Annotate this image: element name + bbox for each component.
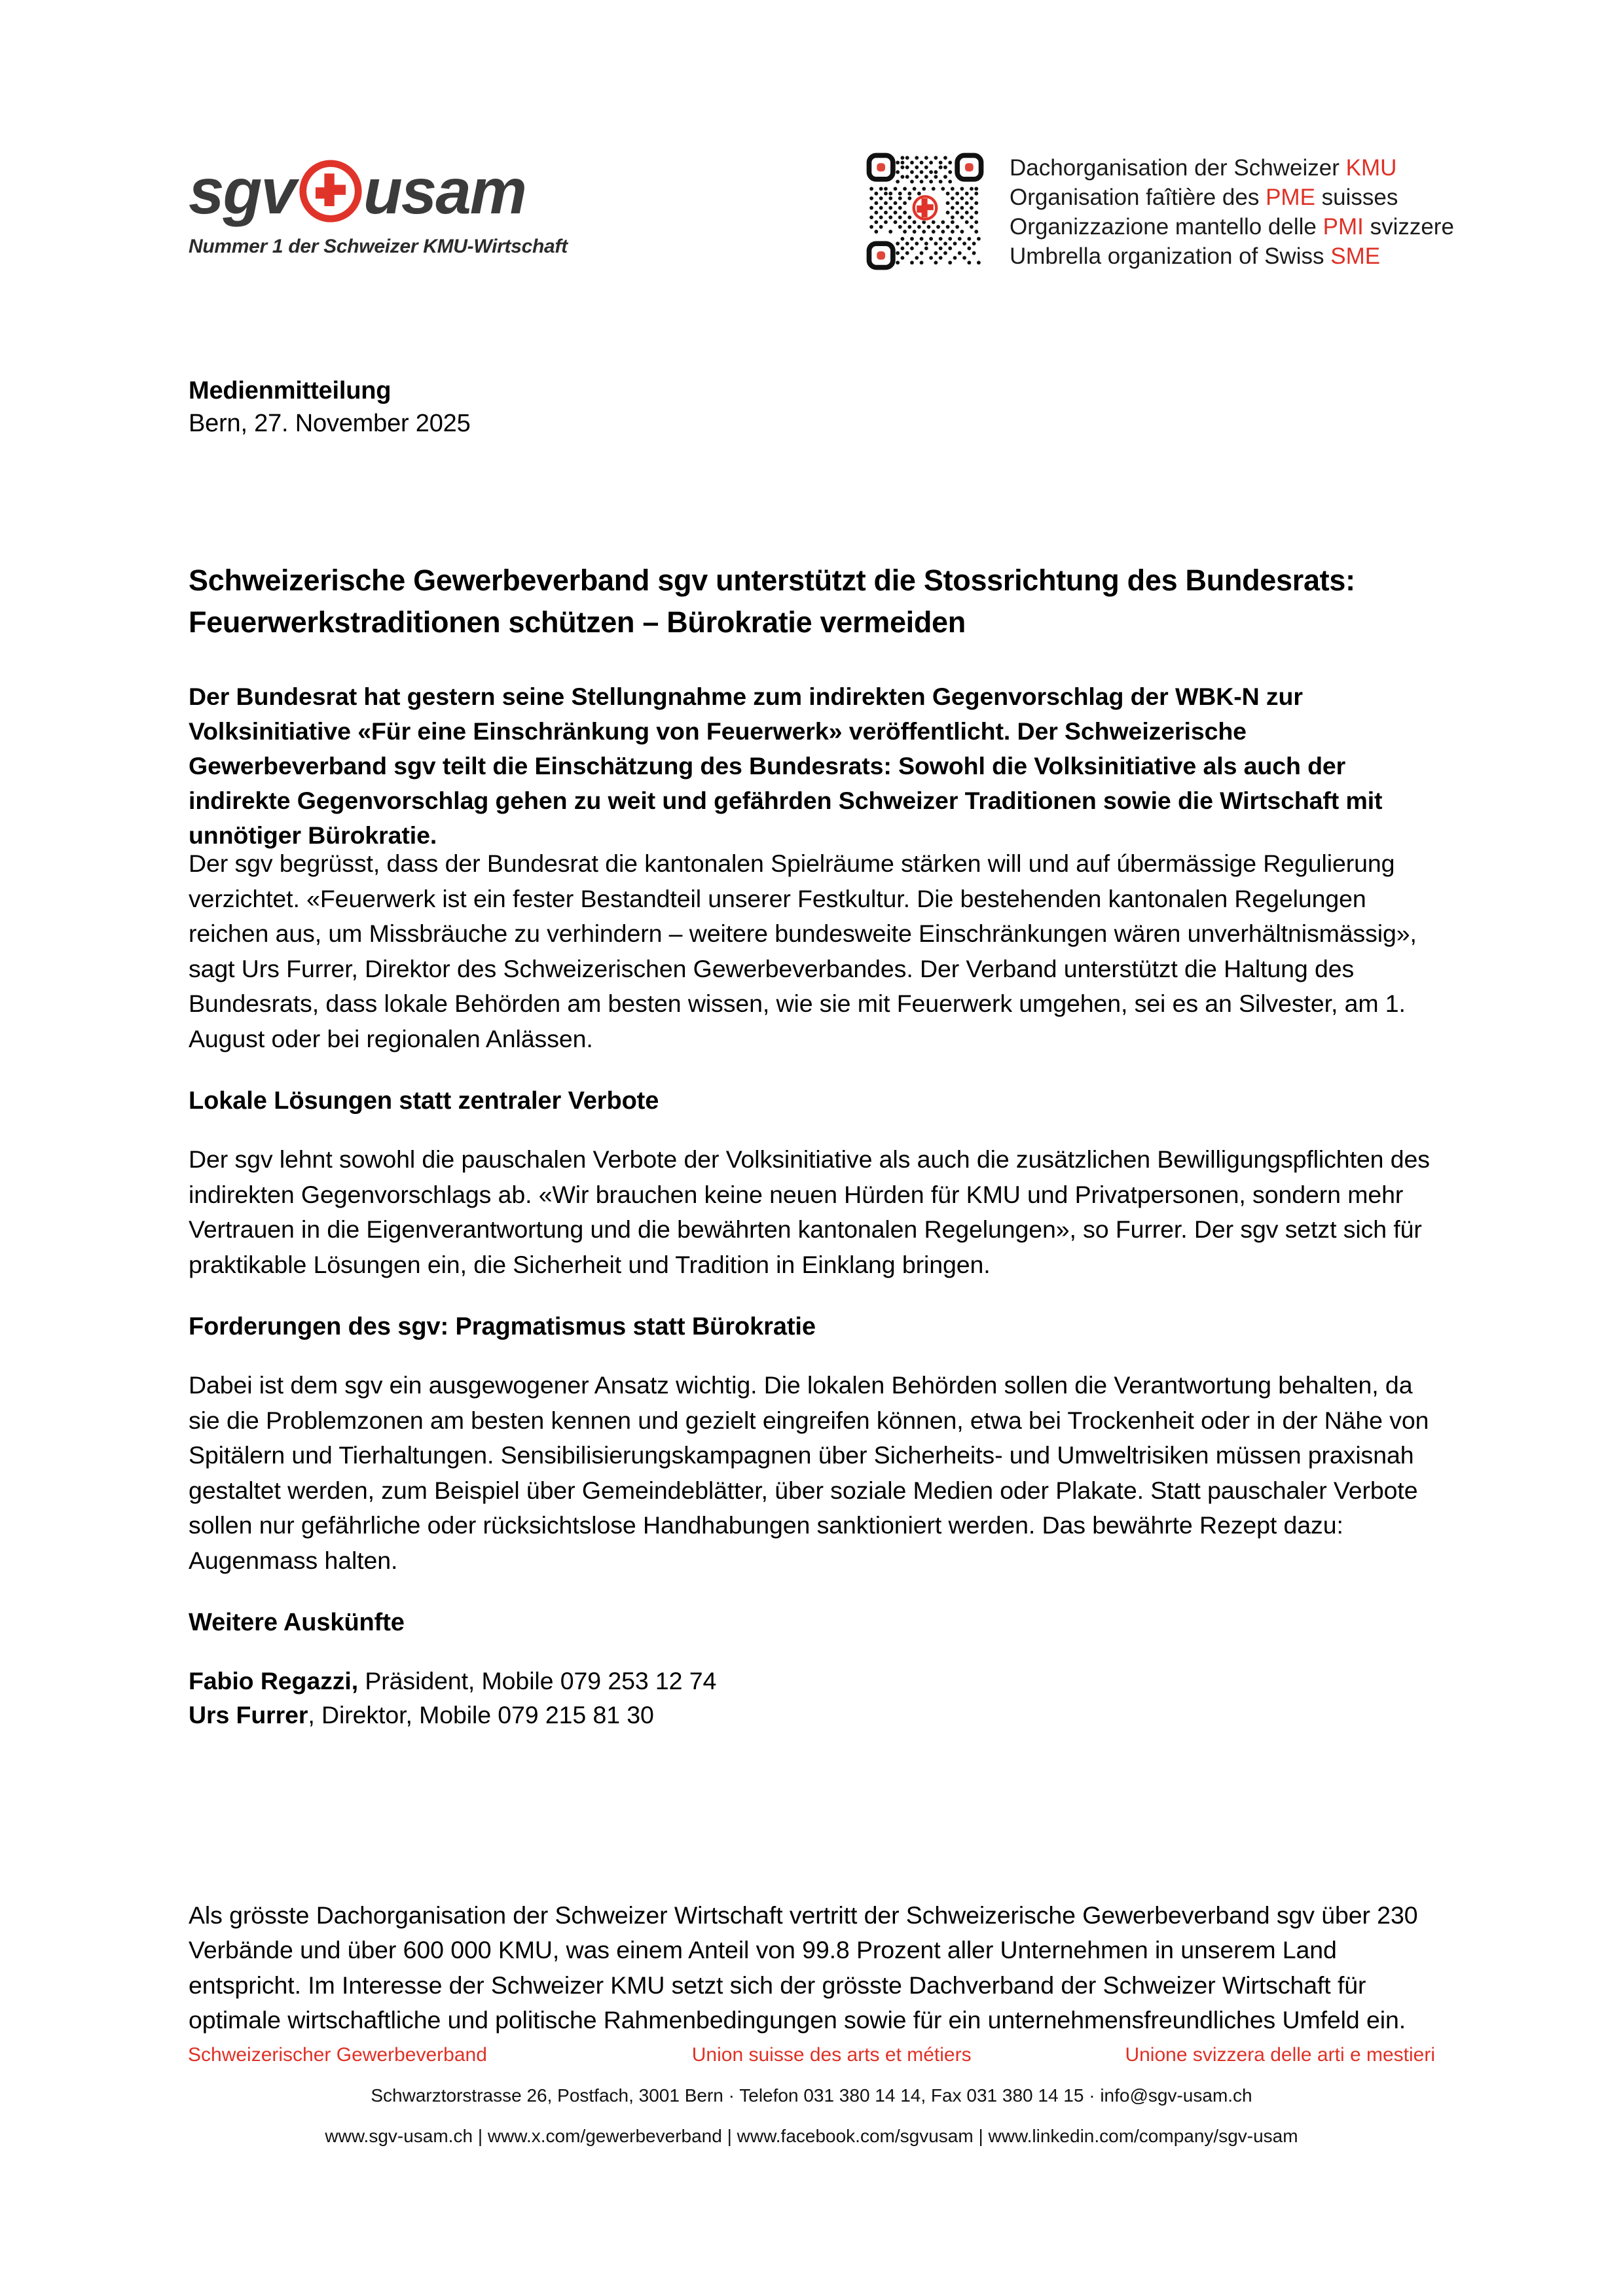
footer-name-de: Schweizerischer Gewerbeverband: [188, 2044, 487, 2066]
footer-address: Schwarztorstrasse 26, Postfach, 3001 Bern · Telefon 031 380 14 14, Fax 031 380 14 15 · info@sgv-usam.ch: [371, 2085, 1252, 2106]
claim-fr-accent: PME: [1266, 185, 1315, 210]
logo-text-sgv: sgv: [189, 155, 295, 227]
claim-line-fr: [1010, 183, 1454, 212]
logo-wordmark: [189, 156, 594, 226]
claim-it-pre: Organizzazione mantello delle: [1010, 214, 1323, 240]
contact-1-name: Fabio Regazzi,: [189, 1667, 359, 1695]
sgv-swiss-cross-icon: [299, 160, 362, 223]
paragraph-2: Der sgv lehnt sowohl die pauschalen Verbote der Volksinitiative als auch die zusätzlichen Bewilligungspflichten des indirekten Gegenvorschlags ab. «Wir brauchen keine neuen Hürden für KMU und Privatpersonen, sondern mehr Vertrauen in die Eigenverantwortung und die bewährten kantonalen Regelungen», so Furrer. Der sgv setzt sich für praktikable Lösungen ein, die Sicherheit und Tradition in Einklang bringen.: [189, 1145, 1430, 1278]
footer-organization-names: [188, 2042, 1435, 2068]
claim-en-accent: SME: [1330, 243, 1381, 269]
boilerplate-paragraph: Als grösste Dachorganisation der Schweizer Wirtschaft vertritt der Schweizerische Gewerbeverband sgv über 230 Verbände und über 600 000 KMU, was einem Anteil von 99.8 Prozent aller Unternehmen in unserem Land entspricht. Im Interesse der Schweizer KMU setzt sich der grösste Dachverband der Schweizer Wirtschaft für optimale wirtschaftliche und politische Rahmenbedingungen sowie für ein unternehmensfreundliches Umfeld ein.: [189, 1901, 1418, 2034]
claim-de-accent: KMU: [1345, 155, 1397, 181]
paragraph-3: Dabei ist dem sgv ein ausgewogener Ansatz wichtig. Die lokalen Behörden sollen die Verantwortung behalten, da sie die Problemzonen am besten kennen und gezielt eingreifen können, etwa bei Trockenheit oder in der Nähe von Spitälern und Tierhaltungen. Sensibilisierungskampagnen über Sicherheits- und Umweltrisiken müssen praxisnah gestaltet werden, zum Beispiel über Gemeindeblätter, über soziale Medien oder Plakate. Statt pauschaler Verbote sollen nur gefährliche oder rücksichtslose Handhabungen sanktioniert werden. Das bewährte Rezept dazu: Augenmass halten.: [189, 1371, 1429, 1574]
claim-line-de: [1010, 153, 1454, 183]
dateline: Bern, 27. November 2025: [189, 410, 471, 437]
contact-person-1: [189, 1664, 1436, 1698]
paragraph-1: Der sgv begrüsst, dass der Bundesrat die kantonalen Spielräume stärken will und auf úbermässige Regulierung verzichtet. «Feuerwerk ist ein fester Bestandteil unserer Festkultur. Die bestehenden kantonalen Regelungen reichen aus, um Missbräuche zu verhindern – weitere bundesweite Einschränkungen wären unverhältnismässig», sagt Urs Furrer, Direktor des Schweizerischen Gewerbeverbandes. Der Verband unterstützt die Haltung des Bundesrats, dass lokale Behörden am besten wissen, wie sie mit Feuerwerk umgehen, sei es an Silvester, am 1. August oder bei regionalen Anlässen.: [189, 850, 1417, 1052]
document-footer: [0, 2042, 1623, 2149]
logo-tagline: Nummer 1 der Schweizer KMU-Wirtschaft: [189, 236, 568, 257]
document-header: [0, 0, 1623, 308]
qr-and-claims: [866, 152, 1454, 271]
claim-de-pre: Dachorganisation der Schweizer: [1010, 155, 1346, 181]
contact-2-details: , Direktor, Mobile 079 215 81 30: [308, 1701, 654, 1729]
document-meta: [189, 374, 1436, 440]
section-heading-weitere-auskuenfte: Weitere Auskünfte: [189, 1609, 405, 1636]
claim-it-accent: PMI: [1322, 214, 1364, 240]
footer-name-it: Unione svizzera delle arti e mestieri: [1125, 2044, 1435, 2066]
contact-2-name: Urs Furrer: [189, 1701, 308, 1729]
claim-line-it: [1010, 212, 1454, 242]
logo-text-usam: usam: [363, 155, 526, 227]
section-heading-forderungen: Forderungen des sgv: Pragmatismus statt Bürokratie: [189, 1313, 816, 1340]
claim-fr-pre: Organisation faîtière des: [1010, 185, 1266, 210]
footer-urls[interactable]: www.sgv-usam.ch | www.x.com/gewerbeverband | www.facebook.com/sgvusam | www.linkedin.com/company/sgv-usam: [325, 2126, 1298, 2146]
footer-name-fr: Union suisse des arts et métiers: [691, 2044, 972, 2066]
contact-1-details: Präsident, Mobile 079 253 12 74: [358, 1667, 717, 1695]
qr-code-icon[interactable]: [866, 152, 985, 271]
page-title: Schweizerische Gewerbeverband sgv unterstützt die Stossrichtung des Bundesrats: Feuerwerkstraditionen schützen – Bürokratie vermeiden: [189, 564, 1355, 639]
article-flow: [189, 846, 1436, 1732]
claim-line-en: [1010, 242, 1454, 271]
claim-it-post: svizzere: [1363, 214, 1454, 240]
lead-paragraph: Der Bundesrat hat gestern seine Stellungnahme zum indirekten Gegenvorschlag der WBK-N zur Volksinitiative «Für eine Einschränkung von Feuerwerk» veröffentlicht. Der Schweizerische Gewerbeverband sgv teilt die Einschätzung des Bundesrats: Sowohl die Volksinitiative als auch der indirekte Gegenvorschlag gehen zu weit und gefährden Schweizer Traditionen sowie die Wirtschaft mit unnötiger Bürokratie.: [189, 682, 1383, 849]
organization-claims: [1010, 152, 1454, 271]
claim-fr-post: suisses: [1315, 185, 1398, 210]
contact-person-2: [189, 1698, 1436, 1732]
claim-en-pre: Umbrella organization of Swiss: [1010, 243, 1331, 269]
document-type-label: Medienmitteilung: [189, 377, 392, 404]
sgv-usam-logo: [189, 156, 594, 258]
section-heading-lokale-loesungen: Lokale Lösungen statt zentraler Verbote: [189, 1087, 659, 1115]
